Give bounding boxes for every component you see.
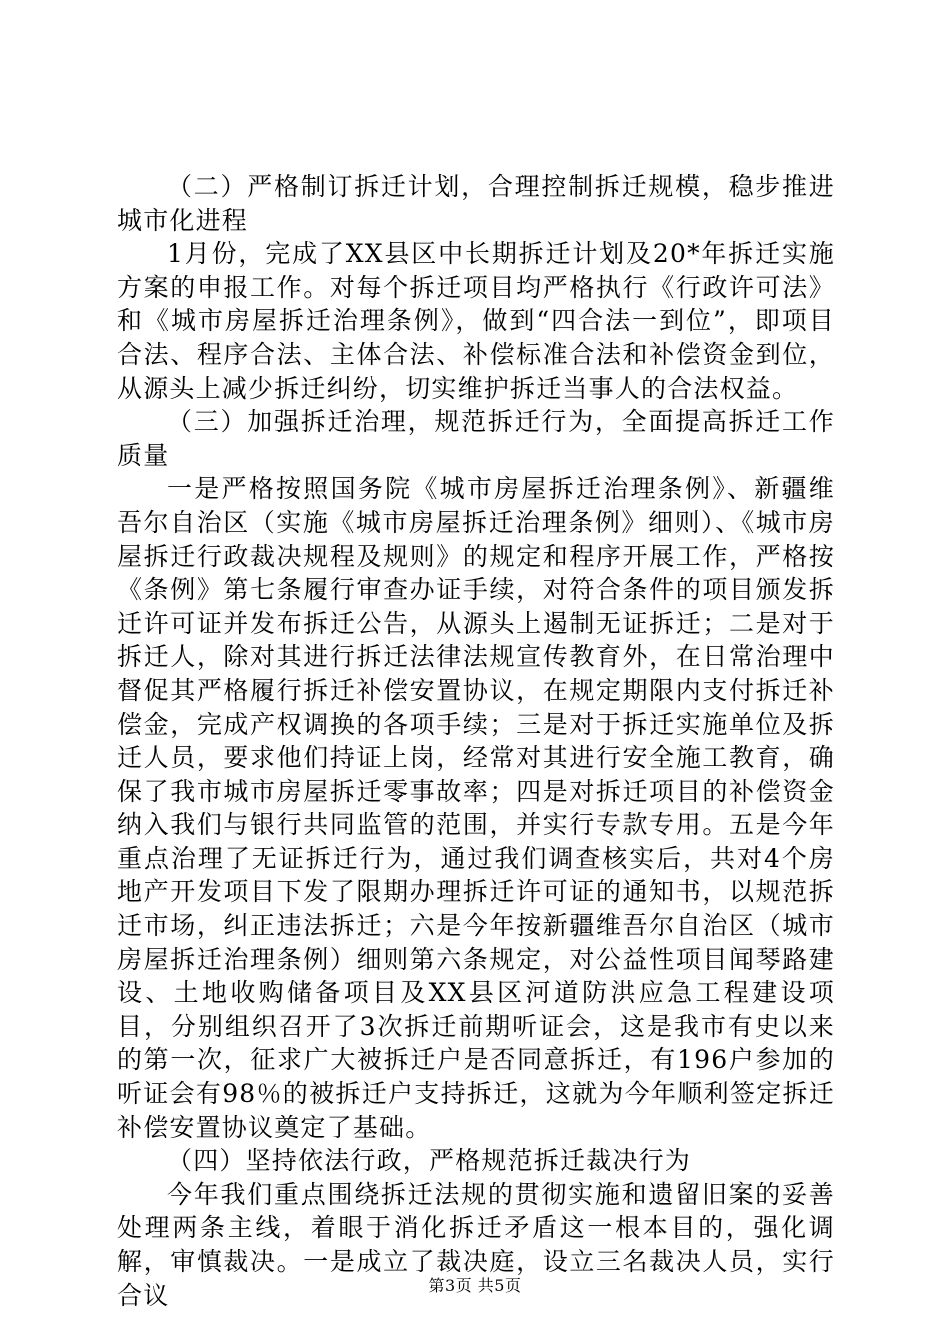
section-heading-2: （二）严格制订拆迁计划，合理控制拆迁规模，稳步推进城市化进程: [117, 172, 835, 235]
section-heading-4: （四）坚持依法行政，严格规范拆迁裁决行为: [167, 1146, 692, 1176]
page-footer: 第3页 共5页: [428, 1276, 522, 1295]
document-body: [117, 170, 835, 1312]
body-paragraph: 一是严格按照国务院《城市房屋拆迁治理条例》、新疆维吾尔自治区（实施《城市房屋拆迁治理条例》细则）、《城市房屋拆迁行政裁决规程及规则》的规定和程序开展工作，严格按《条例》第七条履行审查办证手续，对符合条件的项目颁发拆迁许可证并发布拆迁公告，从源头上遏制无证拆迁；二是对于拆迁人，除对其进行拆迁法律法规宣传教育外，在日常治理中督促其严格履行拆迁补偿安置协议，在规定期限内支付拆迁补偿金，完成产权调换的各项手续；三是对于拆迁实施单位及拆迁人员，要求他们持证上岗，经常对其进行安全施工教育，确保了我市城市房屋拆迁零事故率；四是对拆迁项目的补偿资金纳入我们与银行共同监管的范围，并实行专款专用。五是今年重点治理了无证拆迁行为，通过我们调查核实后，共对4个房地产开发项目下发了限期办理拆迁许可证的通知书，以规范拆迁市场，纠正违法拆迁；六是今年按新疆维吾尔自治区（城市房屋拆迁治理条例）细则第六条规定，对公益性项目闻琴路建设、土地收购储备项目及XX县区河道防洪应急工程建设项目，分别组织召开了3次拆迁前期听证会，这是我市有史以来的第一次，征求广大被拆迁户是否同意拆迁，有196户参加的听证会有98％的被拆迁户支持拆迁，这就为今年顺利签定拆迁补偿安置协议奠定了基础。: [117, 474, 835, 1142]
body-paragraph: 今年我们重点围绕拆迁法规的贯彻实施和遗留旧案的妥善处理两条主线，着眼于消化拆迁矛盾这一根本目的，强化调解，审慎裁决。一是成立了裁决庭，设立三名裁决人员，实行合议: [117, 1179, 835, 1310]
body-paragraph: 1月份，完成了XX县区中长期拆迁计划及20*年拆迁实施方案的申报工作。对每个拆迁项目均严格执行《行政许可法》和《城市房屋拆迁治理条例》，做到“四合法一到位”，即项目合法、程序合法、主体合法、补偿标准合法和补偿资金到位，从源头上减少拆迁纠纷，切实维护拆迁当事人的合法权益。: [117, 239, 835, 403]
section-heading-3: （三）加强拆迁治理，规范拆迁行为，全面提高拆迁工作质量: [117, 407, 835, 470]
